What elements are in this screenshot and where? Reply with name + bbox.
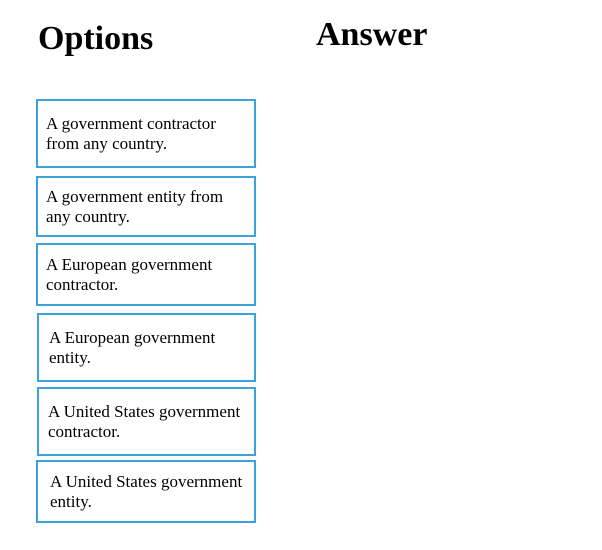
options-heading: Options [38,20,154,57]
option-us-government-contractor[interactable] [37,387,256,456]
option-label: A government entity from any country. [46,186,224,226]
option-government-entity-any-country[interactable] [36,176,256,237]
option-european-government-entity[interactable] [37,313,256,382]
option-label: A United States government contractor. [48,401,241,441]
option-us-government-entity[interactable] [36,460,256,523]
option-label: A European government contractor. [46,254,213,294]
answer-heading: Answer [316,16,428,53]
option-government-contractor-any-country[interactable] [36,99,256,168]
option-label: A government contractor from any country. [46,113,216,153]
option-european-government-contractor[interactable] [36,243,256,306]
option-label: A European government entity. [49,327,216,367]
option-label: A United States government entity. [50,471,243,511]
